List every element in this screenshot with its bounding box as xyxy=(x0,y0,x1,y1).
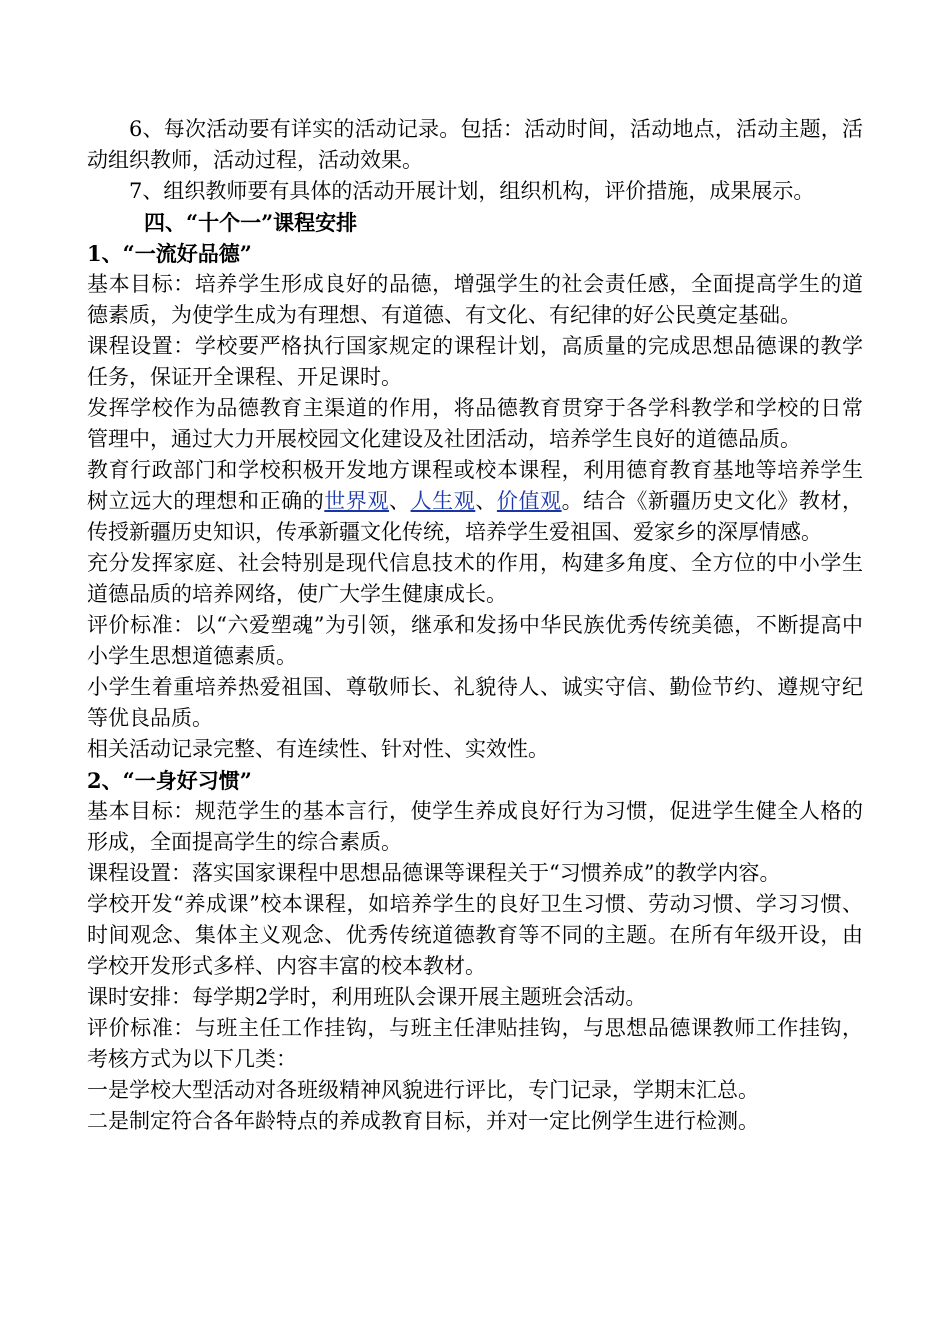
paragraph-habits-item2: 二是制定符合各年龄特点的养成教育目标，并对一定比例学生进行检测。 xyxy=(87,1109,759,1133)
paragraph-moral-role: 发挥学校作为品德教育主渠道的作用，将品德教育贯穿于各学科教学和学校的日常管理中，通过大力开展校园文化建设及社团活动，培养学生良好的道德品质。 xyxy=(87,396,863,451)
paragraph-habits-hours: 课时安排：每学期2学时，利用班队会课开展主题班会活动。 xyxy=(87,985,647,1009)
link-worldview[interactable]: 世界观 xyxy=(324,489,390,513)
link-outlook-on-life[interactable]: 人生观 xyxy=(410,489,476,513)
paragraph-habits-eval: 评价标准：与班主任工作挂钩，与班主任津贴挂钩，与思想品德课教师工作挂钩，考核方式为以下几类： xyxy=(87,1016,863,1071)
document-page xyxy=(87,114,863,1137)
link-values[interactable]: 价值观 xyxy=(496,489,562,513)
paragraph-moral-family: 充分发挥家庭、社会特别是现代信息技术的作用，构建多角度、全方位的中小学生道德品质的培养网络，使广大学生健康成长。 xyxy=(87,551,863,606)
paragraph-moral-eval: 评价标准：以“六爱塑魂”为引领，继承和发扬中华民族优秀传统美德，不断提高中小学生思想道德素质。 xyxy=(87,613,863,668)
paragraph-activity-plan: 7、组织教师要有具体的活动开展计划，组织机构，评价措施，成果展示。 xyxy=(129,179,815,203)
paragraph-habits-goal: 基本目标：规范学生的基本言行，使学生养成良好行为习惯，促进学生健全人格的形成，全面提高学生的综合素质。 xyxy=(87,799,863,854)
paragraph-activity-records: 6、每次活动要有详实的活动记录。包括：活动时间，活动地点，活动主题，活动组织教师，活动过程，活动效果。 xyxy=(87,117,863,172)
paragraph-habits-item1: 一是学校大型活动对各班级精神风貌进行评比，专门记录，学期末汇总。 xyxy=(87,1078,759,1102)
paragraph-moral-records: 相关活动记录完整、有连续性、针对性、实效性。 xyxy=(87,737,549,761)
text-local-post: 。结合《新疆历史文化》教材，传授新疆历史知识，传承新疆文化传统，培养学生爱祖国、爱家乡的深厚情感。 xyxy=(87,489,864,544)
subheading-habits: 2、“一身好习惯” xyxy=(87,768,252,793)
paragraph-moral-goal: 基本目标：培养学生形成良好的品德，增强学生的社会责任感，全面提高学生的道德素质，为使学生成为有理想、有道德、有文化、有纪律的好公民奠定基础。 xyxy=(87,272,863,327)
paragraph-moral-local xyxy=(87,455,863,548)
separator: 、 xyxy=(475,489,497,513)
paragraph-moral-course: 课程设置：学校要严格执行国家规定的课程计划，高质量的完成思想品德课的教学任务，保证开全课程、开足课时。 xyxy=(87,334,863,389)
separator: 、 xyxy=(389,489,411,513)
paragraph-habits-school: 学校开发“养成课”校本课程，如培养学生的良好卫生习惯、劳动习惯、学习习惯、时间观念、集体主义观念、优秀传统道德教育等不同的主题。在所有年级开设，由学校开发形式多样、内容丰富的校本教材。 xyxy=(87,892,863,978)
subheading-moral: 1、“一流好品德” xyxy=(87,241,252,266)
section-heading: 四、“十个一”课程安排 xyxy=(144,210,358,235)
text-local-pre: 教育行政部门和学校积极开发地方课程或校本课程，利用德育教育基地等培养学生树立远大的理想和正确的 xyxy=(87,458,863,513)
paragraph-habits-course: 课程设置：落实国家课程中思想品德课等课程关于“习惯养成”的教学内容。 xyxy=(87,861,781,885)
paragraph-moral-primary: 小学生着重培养热爱祖国、尊敬师长、礼貌待人、诚实守信、勤俭节约、遵规守纪等优良品质。 xyxy=(87,675,863,730)
